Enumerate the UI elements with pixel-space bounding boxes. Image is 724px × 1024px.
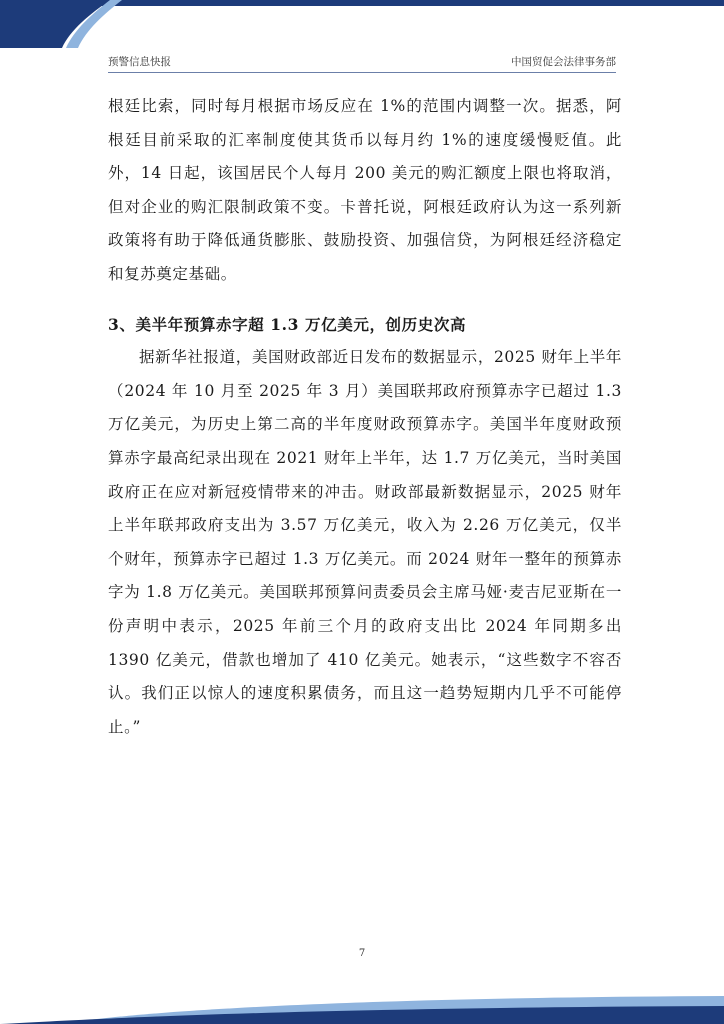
header-wave-decoration	[0, 0, 724, 48]
document-body	[108, 90, 622, 744]
running-header	[108, 52, 616, 73]
header-publication-title: 预警信息快报	[108, 56, 171, 68]
section-3-heading: 3、美半年预算赤字超 1.3 万亿美元，创历史次高	[108, 314, 467, 334]
header-department-name: 中国贸促会法律事务部	[511, 56, 616, 68]
continued-paragraph: 根廷比索，同时每月根据市场反应在 1%的范围内调整一次。据悉，阿根廷目前采取的汇率制度使其货币以每月约 1%的速度缓慢贬值。此外，14 日起，该国居民个人每月 200 美元的购汇额度上限也将取消，但对企业的购汇限制政策不变。卡普托说，阿根廷政府认为这一系列新政策将有助于降低通货膨胀、鼓励投资、加强信贷，为阿根廷经济稳定和复苏奠定基础。	[108, 97, 622, 283]
section-3-paragraph: 据新华社报道，美国财政部近日发布的数据显示，2025 财年上半年（2024 年 10 月至 2025 年 3 月）美国联邦政府预算赤字已超过 1.3 万亿美元，为历史上第二高的半年度财政预算赤字。美国半年度财政预算赤字最高纪录出现在 2021 财年上半年，达 1.7 万亿美元，当时美国政府正在应对新冠疫情带来的冲击。财政部最新数据显示，2025 财年上半年联邦政府支出为 3.57 万亿美元，收入为 2.26 万亿美元，仅半个财年，预算赤字已超过 1.3 万亿美元。而 2024 财年一整年的预算赤字为 1.8 万亿美元。美国联邦预算问责委员会主席马娅·麦吉尼亚斯在一份声明中表示，2025 年前三个月的政府支出比 2024 年同期多出 1390 亿美元，借款也增加了 410 亿美元。她表示，“这些数字不容否认。我们正以惊人的速度积累债务，而且这一趋势短期内几乎不可能停止。”	[108, 348, 622, 736]
page-number: 7	[358, 948, 366, 959]
footer-wave-decoration	[0, 984, 724, 1024]
